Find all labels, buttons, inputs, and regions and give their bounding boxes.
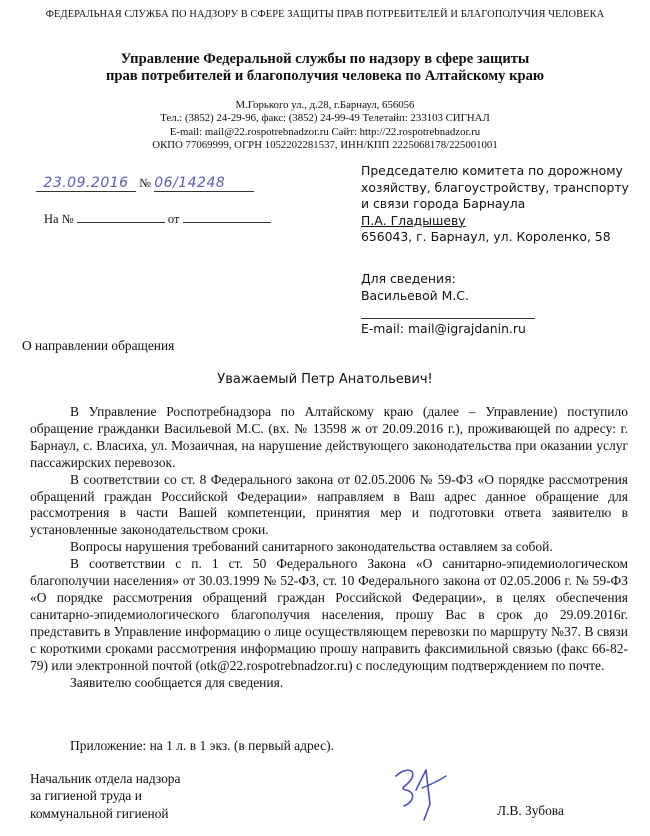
recipient-line1: Председателю комитета по дорожному <box>361 163 623 178</box>
organization-phones: Тел.: (3852) 24-29-96, факс: (3852) 24-99-49 Телетайп: 233103 СИГНАЛ <box>160 112 490 125</box>
registration-date-field <box>36 175 136 192</box>
agency-header-line: ФЕДЕРАЛЬНАЯ СЛУЖБА ПО НАДЗОРУ В СФЕРЕ ЗАЩИТЫ ПРАВ ПОТРЕБИТЕЛЕЙ И БЛАГОПОЛУЧИЯ ЧЕЛОВЕКА <box>45 9 605 20</box>
signatory-name: Л.В. Зубова <box>497 803 564 818</box>
reference-date-field <box>183 222 271 223</box>
organization-name-line2: прав потребителей и благополучия человека по Алтайскому краю <box>105 68 545 84</box>
signatory-position-line3: коммунальной гигиеной <box>30 805 169 821</box>
registration-number: 06/14248 <box>154 175 226 191</box>
registration-date: 23.09.2016 <box>43 175 129 191</box>
organization-name <box>0 51 650 85</box>
signatory-position <box>30 770 180 822</box>
body-paragraph-4: В соответствии с п. 1 ст. 50 Федерального Закона «О санитарно-эпидемиологическом благополучии населения» от 30.03.1999 № 52-ФЗ, ст. 10 Федерального закона от 02.05.2006 г. № 59-ФЗ «О порядке рассмотрения обращений граждан Российской Федерации», в целях обеспечения санитарно-эпидемиологического благополучия населения, прошу Вас в срок до 29.09.2016г. представить в Управление информацию о лице осуществляющем перевозки по маршруту №37. В связи с короткими сроками рассмотрения информацию прошу направить факсимильной связью (факс 66-82-79) или электронной почтой (otk@22.rospotrebnadzor.ru) с последующим подтверждением по почте. <box>30 556 628 673</box>
organization-email-site: E-mail: mail@22.rospotrebnadzor.ru Сайт: http://22.rospotrebnadzor.ru <box>169 125 481 138</box>
copy-to-divider <box>361 318 535 319</box>
copy-to-block <box>361 270 469 304</box>
signatory-position-line1: Начальник отдела надзора <box>30 771 181 786</box>
body-paragraph-2: В соответствии со ст. 8 Федерального закона от 02.05.2006 № 59-ФЗ «О порядке рассмотрения обращений граждан Российской Федерации» направляем в Ваш адрес данное обращение для рассмотрения в части Вашей компетенции, принятия мер и подготовки ответа заявителю в установленные законодательством сроки. <box>30 471 628 538</box>
letter-greeting: Уважаемый Петр Анатольевич! <box>217 372 433 387</box>
recipient-name-text: П.А. Гладышеву <box>361 212 466 228</box>
reference-number-label: На № <box>44 212 74 226</box>
reference-date-label: от <box>167 212 180 226</box>
reference-line <box>44 212 271 227</box>
handwritten-signature-icon <box>386 764 450 822</box>
organization-contacts <box>0 99 650 153</box>
organization-name-line1: Управление Федеральной службы по надзору в сфере защиты <box>120 51 530 67</box>
copy-to-label: Для сведения: <box>361 271 456 286</box>
body-paragraph-3: Вопросы нарушения требований санитарного законодательства оставляем за собой. <box>70 539 553 555</box>
organization-address: М.Горького ул., д.28, г.Барнаул, 656056 <box>235 99 415 111</box>
registration-line <box>36 175 254 192</box>
copy-to-name: Васильевой М.С. <box>361 288 469 303</box>
letter-body <box>30 404 628 691</box>
recipient-name <box>361 213 629 230</box>
letter-subject: О направлении обращения <box>22 338 175 353</box>
registration-number-field <box>154 175 254 192</box>
signatory-position-line2: за гигиеной труда и <box>30 788 142 804</box>
reference-number-field <box>77 222 165 223</box>
copy-to-email: E-mail: mail@igrajdanin.ru <box>361 321 526 336</box>
body-paragraph-5: Заявителю сообщается для сведения. <box>70 674 284 690</box>
body-paragraph-1: В Управление Роспотребнадзора по Алтайскому краю (далее – Управление) поступило обращение гражданки Васильевой М.С. (вх. № 13598 ж от 20.09.2016 г.), проживающей по адресу: г. Барнаул, с. Власиха, ул. Мозаичная, на нарушение действующего законодательства при оказании услуг пассажирских перевозок. <box>30 404 628 470</box>
recipient-line3: и связи города Барнаула <box>361 196 526 212</box>
recipient-line2: хозяйству, благоустройству, транспорту <box>361 179 629 195</box>
recipient-address: 656043, г. Барнаул, ул. Короленко, 58 <box>361 229 611 245</box>
attachment-note: Приложение: на 1 л. в 1 экз. (в первый адрес). <box>70 738 334 753</box>
organization-codes: ОКПО 77069999, ОГРН 1052202281537, ИНН/КПП 2225068178/225001001 <box>152 139 498 152</box>
recipient-block <box>361 163 629 246</box>
registration-number-sign: № <box>139 176 152 190</box>
